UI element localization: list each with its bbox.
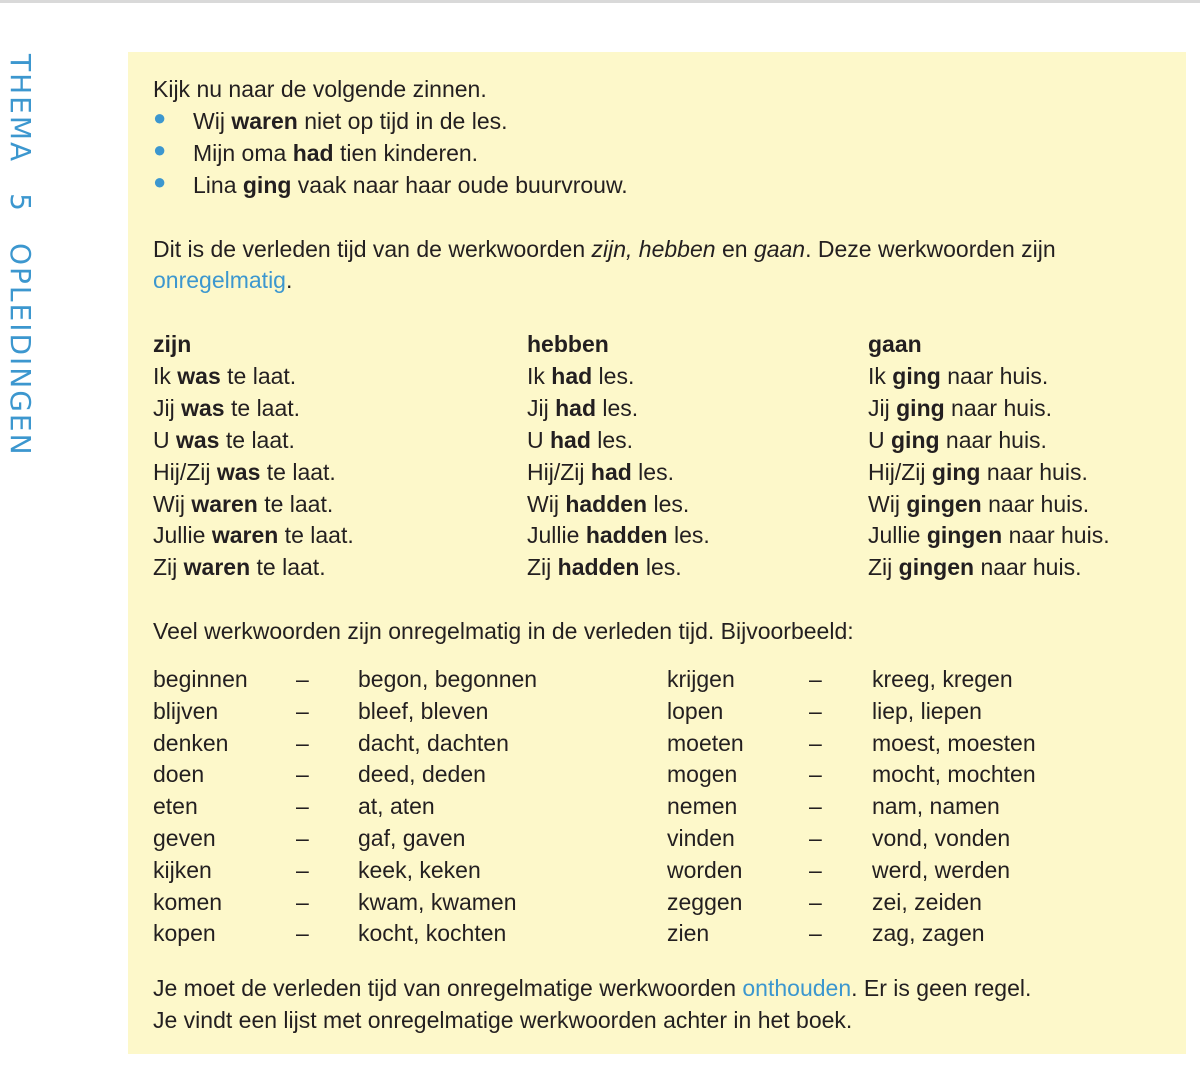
infinitive: komen <box>153 889 223 915</box>
past-tense-forms: zei, zeiden <box>872 889 982 915</box>
conjugation-row: Hij/Zij was te laat. <box>153 459 336 485</box>
dash-separator: – <box>809 761 822 787</box>
dash-separator: – <box>296 666 309 692</box>
top-divider <box>0 0 1200 3</box>
bullet-item <box>193 169 628 201</box>
bullet-icon: ● <box>153 137 167 162</box>
conjugation-row: Wij gingen naar huis. <box>868 491 1090 517</box>
infinitive: vinden <box>667 825 735 851</box>
onthouden-link[interactable]: onthouden <box>742 975 852 1001</box>
conjugation-row: U was te laat. <box>153 427 295 453</box>
side-label-thema: THEMA <box>4 54 37 164</box>
past-tense-forms: mocht, mochten <box>872 761 1036 787</box>
explanation-text: Dit is de verleden tijd van de werkwoorden <box>153 236 592 262</box>
dash-separator: – <box>809 857 822 883</box>
conjugation-row: Wij waren te laat. <box>153 491 334 517</box>
explanation-italic: gaan <box>753 236 806 262</box>
conjugation-row: U had les. <box>527 427 634 453</box>
bullet-item <box>193 105 508 137</box>
explanation-text: . Deze werkwoorden zijn <box>805 236 1056 262</box>
bullet-text: vaak naar haar oude buurvrouw. <box>291 172 628 198</box>
past-tense-forms: begon, begonnen <box>358 666 538 692</box>
dash-separator: – <box>296 698 309 724</box>
past-tense-forms: at, aten <box>358 793 435 819</box>
past-tense-forms: kwam, kwamen <box>358 889 517 915</box>
bullet-verb: waren <box>231 108 298 134</box>
dash-separator: – <box>296 920 309 946</box>
bullet-text: Wij <box>193 108 232 134</box>
closing-text: Je moet de verleden tijd van onregelmatige werkwoorden <box>153 975 743 1001</box>
conjugation-row: Zij waren te laat. <box>153 554 326 580</box>
past-tense-forms: kreeg, kregen <box>872 666 1013 692</box>
dash-separator: – <box>296 761 309 787</box>
past-tense-forms: keek, keken <box>358 857 481 883</box>
dash-separator: – <box>809 889 822 915</box>
conjugation-row: Jij ging naar huis. <box>868 395 1053 421</box>
explanation-line-1 <box>153 233 1056 265</box>
infinitive: eten <box>153 793 198 819</box>
dash-separator: – <box>296 889 309 915</box>
past-tense-forms: vond, vonden <box>872 825 1011 851</box>
bullet-verb: had <box>292 140 334 166</box>
dash-separator: – <box>809 920 822 946</box>
infinitive: doen <box>153 761 205 787</box>
intro-heading: Kijk nu naar de volgende zinnen. <box>153 76 487 102</box>
dash-separator: – <box>809 793 822 819</box>
bullet-text: niet op tijd in de les. <box>297 108 508 134</box>
conjugation-row: Zij hadden les. <box>527 554 682 580</box>
conjugation-row: Jij was te laat. <box>153 395 301 421</box>
past-tense-forms: zag, zagen <box>872 920 985 946</box>
dash-separator: – <box>809 825 822 851</box>
conjugation-row: Ik had les. <box>527 363 635 389</box>
conjugation-row: Ik ging naar huis. <box>868 363 1049 389</box>
past-tense-forms: bleef, bleven <box>358 698 489 724</box>
past-tense-forms: dacht, dachten <box>358 730 509 756</box>
conjugation-row: Wij hadden les. <box>527 491 690 517</box>
bullet-text: tien kinderen. <box>333 140 479 166</box>
infinitive: kopen <box>153 920 216 946</box>
bullet-text: Mijn oma <box>193 140 293 166</box>
past-tense-forms: kocht, kochten <box>358 920 507 946</box>
closing-text: . Er is geen regel. <box>851 975 1032 1001</box>
onregelmatig-link[interactable]: onregelmatig <box>153 267 286 293</box>
infinitive: lopen <box>667 698 724 724</box>
past-tense-forms: liep, liepen <box>872 698 982 724</box>
explanation-line-2 <box>153 264 292 296</box>
infinitive: kijken <box>153 857 212 883</box>
explanation-italic: zijn, hebben <box>591 236 716 262</box>
closing-line-1 <box>153 972 1031 1004</box>
conjugation-row: Jullie gingen naar huis. <box>868 522 1110 548</box>
column-heading: gaan <box>868 331 922 357</box>
explanation-text: . <box>285 267 293 293</box>
infinitive: zeggen <box>667 889 743 915</box>
column-heading: hebben <box>527 331 609 357</box>
dash-separator: – <box>296 730 309 756</box>
bullet-item <box>193 137 478 169</box>
infinitive: krijgen <box>667 666 735 692</box>
past-tense-forms: nam, namen <box>872 793 1000 819</box>
chapter-side-label <box>4 54 37 457</box>
bullet-verb: ging <box>242 172 292 198</box>
infinitive: denken <box>153 730 229 756</box>
infinitive: geven <box>153 825 216 851</box>
infinitive: blijven <box>153 698 219 724</box>
conjugation-row: Jij had les. <box>527 395 639 421</box>
column-heading: zijn <box>153 331 192 357</box>
bullet-icon: ● <box>153 105 167 130</box>
past-tense-forms: moest, moesten <box>872 730 1036 756</box>
side-label-number: 5 <box>4 193 37 213</box>
conjugation-row: Hij/Zij had les. <box>527 459 674 485</box>
dash-separator: – <box>809 730 822 756</box>
past-tense-forms: werd, werden <box>872 857 1011 883</box>
side-label-title: OPLEIDINGEN <box>4 243 37 457</box>
infinitive: mogen <box>667 761 738 787</box>
conjugation-row: Jullie waren te laat. <box>153 522 354 548</box>
infinitive: zien <box>667 920 710 946</box>
infinitive: beginnen <box>153 666 248 692</box>
conjugation-row: Jullie hadden les. <box>527 522 710 548</box>
past-tense-forms: deed, deden <box>358 761 486 787</box>
infinitive: worden <box>667 857 743 883</box>
conjugation-row: Ik was te laat. <box>153 363 297 389</box>
dash-separator: – <box>809 666 822 692</box>
dash-separator: – <box>296 857 309 883</box>
infinitive: moeten <box>667 730 744 756</box>
conjugation-row: Zij gingen naar huis. <box>868 554 1082 580</box>
irregular-intro: Veel werkwoorden zijn onregelmatig in de verleden tijd. Bijvoorbeeld: <box>153 618 854 644</box>
infinitive: nemen <box>667 793 738 819</box>
dash-separator: – <box>296 825 309 851</box>
conjugation-row: Hij/Zij ging naar huis. <box>868 459 1088 485</box>
bullet-text: Lina <box>193 172 243 198</box>
bullet-icon: ● <box>153 169 167 194</box>
past-tense-forms: gaf, gaven <box>358 825 466 851</box>
closing-line-2: Je vindt een lijst met onregelmatige werkwoorden achter in het boek. <box>153 1007 853 1033</box>
explanation-text: en <box>715 236 754 262</box>
conjugation-row: U ging naar huis. <box>868 427 1047 453</box>
dash-separator: – <box>296 793 309 819</box>
dash-separator: – <box>809 698 822 724</box>
